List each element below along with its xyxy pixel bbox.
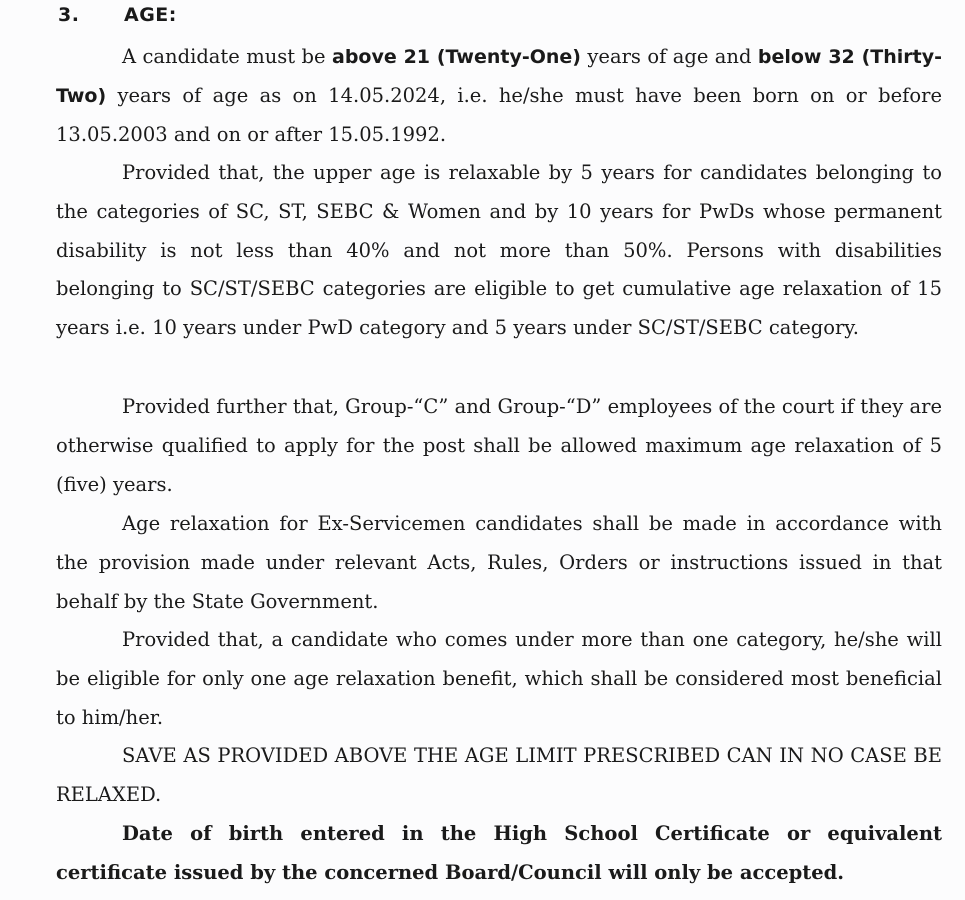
age-limit-text-3: years of age as on 14.05.2024, i.e. he/she must have been born on or before 13.05.2003 and on or after 15.05.1992. [56, 83, 942, 146]
section-title: AGE: [124, 4, 177, 26]
section-number: 3. [58, 4, 80, 26]
paragraph-ex-servicemen [56, 505, 942, 621]
ex-servicemen-text: Age relaxation for Ex-Servicemen candidates shall be made in accordance with the provision made under relevant Acts, Rules, Orders or instructions issued in that behalf by the State Government. [56, 512, 942, 613]
paragraph-date-of-birth-note [56, 815, 942, 893]
age-lower-bound: above 21 (Twenty-One) [332, 46, 581, 68]
single-benefit-text: Provided that, a candidate who comes under more than one category, he/she will be eligible for only one age relaxation benefit, which shall be considered most beneficial to him/her. [56, 628, 942, 729]
paragraph-no-relaxation [56, 737, 942, 815]
age-limit-text-2: years of age and [580, 45, 758, 68]
paragraph-relaxation-categories [56, 154, 942, 348]
paragraph-single-benefit [56, 621, 942, 737]
section-heading [58, 4, 177, 26]
age-upper-bound: below 32 (Thirty-Two) [56, 46, 942, 107]
age-limit-text-1: A candidate must be [122, 45, 332, 68]
date-of-birth-note-text: Date of birth entered in the High School Certificate or equivalent certificate issued by the concerned Board/Council will only be accepted. [56, 822, 942, 884]
court-employees-text: Provided further that, Group-“C” and Group-“D” employees of the court if they are otherwise qualified to apply for the post shall be allowed maximum age relaxation of 5 (five) years. [56, 395, 942, 496]
no-relaxation-text: SAVE AS PROVIDED ABOVE THE AGE LIMIT PRESCRIBED CAN IN NO CASE BE RELAXED. [56, 744, 942, 806]
paragraph-age-limit [56, 38, 942, 154]
relaxation-categories-text: Provided that, the upper age is relaxable by 5 years for candidates belonging to the categories of SC, ST, SEBC & Women and by 10 years for PwDs whose permanent disability is not less than 40% and not more than 50%. Persons with disabilities belonging to SC/ST/SEBC categories are eligible to get cumulative age relaxation of 15 years i.e. 10 years under PwD category and 5 years under SC/ST/SEBC category. [56, 161, 942, 340]
paragraph-court-employees [56, 388, 942, 504]
